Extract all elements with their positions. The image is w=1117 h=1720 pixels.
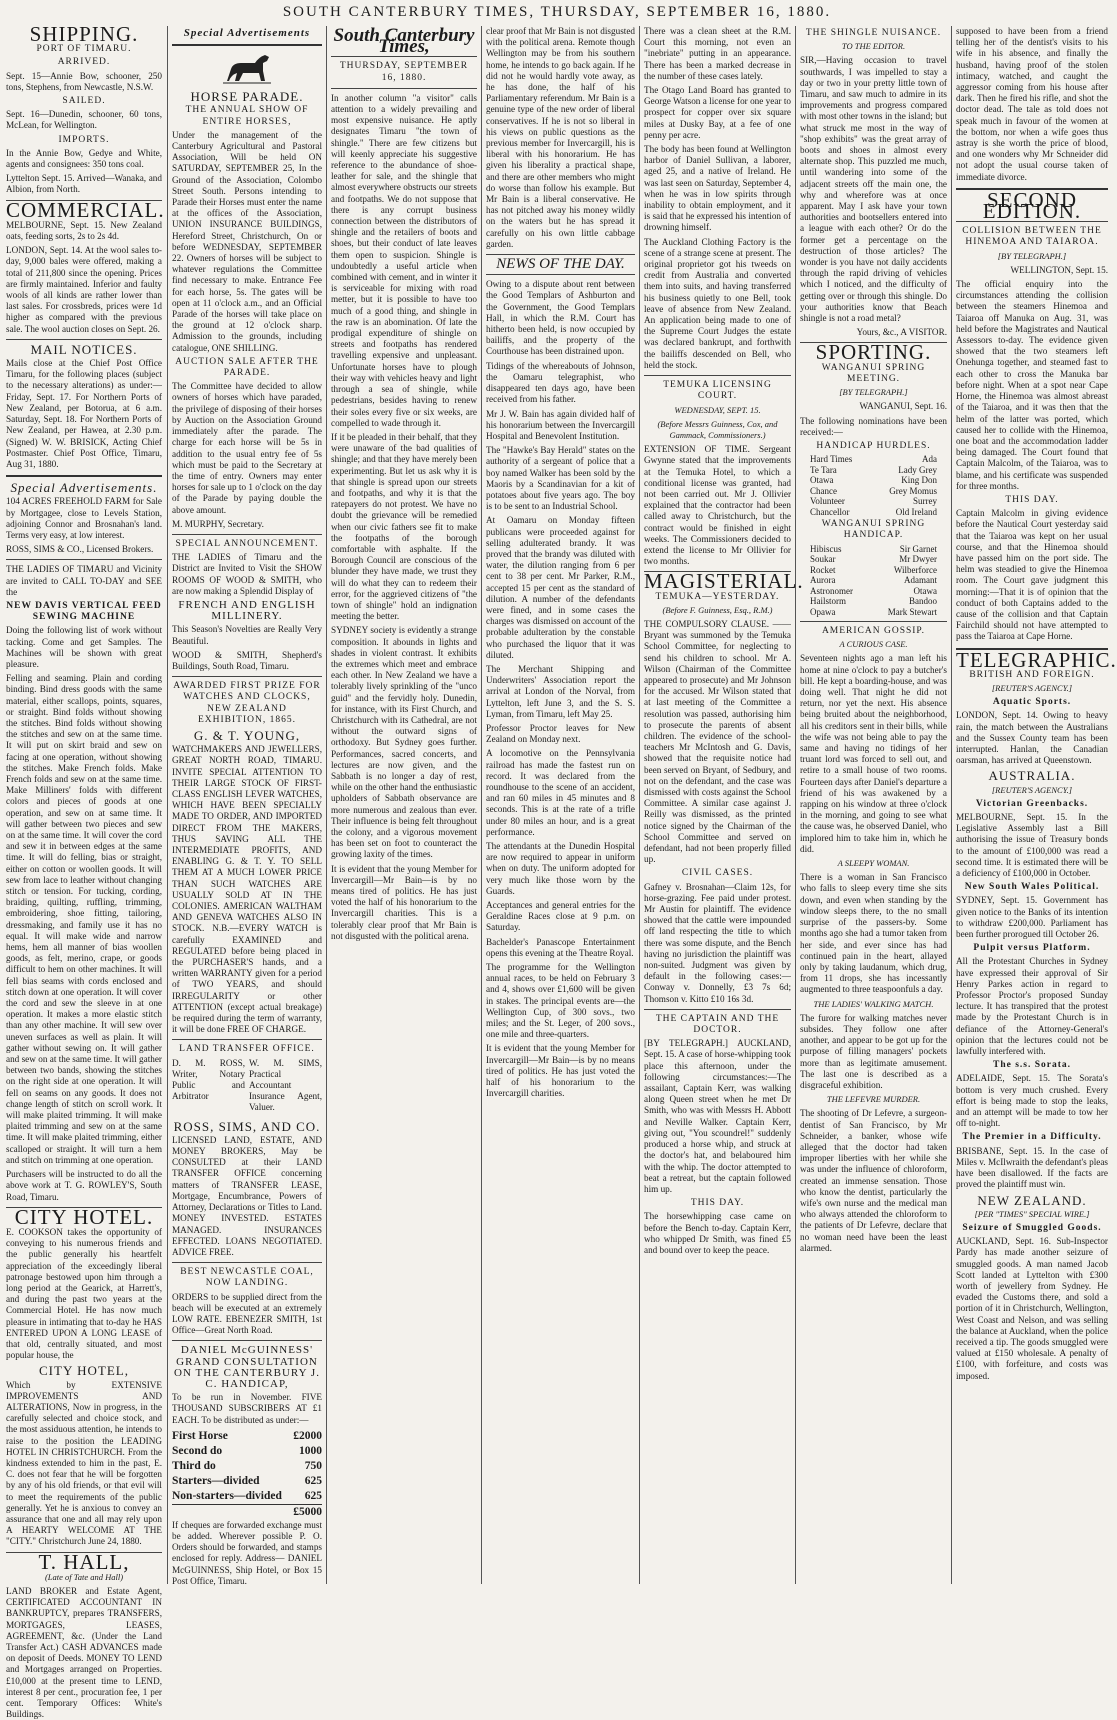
horse-name: Soukar [810,554,836,565]
horse-name: Lady Grey [898,464,937,475]
horse-name: King Don [901,475,937,486]
shingle-sign: Yours, &c., A VISITOR. [856,327,947,338]
hurdles-list [800,454,947,517]
divider [172,1262,322,1263]
prize-total-amount: £5000 [293,1505,322,1518]
arrived-label: ARRIVED. [57,57,111,68]
civil-cases-text: Gafney v. Brosnahan—Claim 12s, for horse-grazing. Fee paid under protest. Mr Austin for plaintiff. The evidence showed that the cattle were impounded off land respecting the title to which there was some dispute, and the Bench having no jurisdiction the plaintiff was non-suited. Judgment was given by default in the following cases:— Conway v. Donnelly, £3 7s 6d; Thomson v. Kitto £10 16s 3d. [644,881,791,1004]
magisterial-place: TEMUKA—YESTERDAY. [655,591,780,602]
shingle-to: TO THE EDITOR. [841,41,906,52]
coal-text: ORDERS to be supplied direct from the beach will be executed at an extremely LOW RATE. EBENEZER SMITH, 1st Office—Great North Road. [172,1291,322,1336]
curious-case-heading: A CURIOUS CASE. [839,639,908,650]
lyttelton-text: Lyttelton Sept. 15. Arrived—Wanaka, and Albion, from North. [6,173,162,195]
divider [172,1039,322,1040]
this-day-heading: THIS DAY. [690,1198,745,1209]
seizure-heading: Seizure of Smuggled Goods. [962,1222,1102,1233]
nomination-row [800,554,947,565]
lefevre-text: The shooting of Dr Lefevre, a surgeon-dentist of San Francisco, by Mr Schneider, a banker, whose wife alleged that the doctor had taken improper liberties with her while she was under the influence of chloroform, created an immense sensation. Those who know the dentist, particularly the wife's own nurse and the medical man who always attended the chloroform to the patients of Dr Lefevre, declare that no woman need have been the least alarmed. [800,1108,947,1253]
nomination-row [800,496,947,507]
column-3 [331,26,477,1584]
licensing-court-text: EXTENSION OF TIME. Sergeant Gwynne stated that the improvements at the Temuka Hotel, to which a conditional license was granted, had not been carried out. Mr J. Ollivier explained that the contractor had been called away to Christchurch, but the contract would be finished in eight weeks. The Commissioners decided to extend the license to Mr Ollivier for two months. [644,444,791,567]
horse-name: Surrey [913,496,937,507]
news-heading: NEWS OF THE DAY. [496,256,625,273]
divider [331,88,477,89]
column-5 [644,26,804,1584]
curious-case-text: Seventeen nights ago a man left his home at nine o'clock to pay a butcher's bill. He kept a boarding-house, and was doing well. That night he did not return, nor yet the next. His absence being bruited about the neighborhood, all his creditors sent in their bills, while the wife was not being able to pay the same and having no tidings of her truant lord was forced to sell out, and retire to a small house of two rooms. Fourteen days after Daniel's departure a friend of his was awakened by a rapping on his window at three o'clock in the morning, and going to see what the cause was, he observed Daniel, who implored him to take him in, which he did. [800,653,947,854]
sailed-label: SAILED. [62,96,106,107]
city-hotel-sub: CITY HOTEL, [39,1363,129,1379]
nomination-row [800,486,947,497]
prize-row [172,1429,322,1444]
new-zealand-heading: NEW ZEALAND. [977,1192,1087,1208]
city-hotel-heading: CITY HOTEL. [14,1204,154,1229]
reuters-agency: [REUTER'S AGENCY.] [991,682,1073,693]
this-day-heading: THIS DAY. [1005,494,1059,505]
newspaper-title: South Canterbury Times, [333,25,475,58]
announcement-text: This Season's Novelties are Really Very Beautiful. [172,624,322,646]
this-day-text: Captain Malcolm in giving evidence before the Nautical Court yesterday said that the Taiaroa was kept on her usual course, and that the Hinemoa should have passed him on the port side. The helm was steadied to give the Hinemoa room. The Court gave judgment this morning:—That it is of opinion that the conduct of both Captains added to the cause of the collision and that Captain Fairchild should not have attempted to pass the Taiaroa at Cape Horne. [956,508,1108,642]
acres-sign: ROSS, SIMS & CO., Licensed Brokers. [6,544,154,555]
prize-amount: 750 [304,1459,322,1472]
this-day-text: The horsewhipping case came on before the Bench to-day. Captain Kerr, who whipped Dr Smith, was fined £5 and bound over to keep the peace. [644,1211,791,1255]
news-paragraph: A locomotive on the Pennsylvania railroad has made the fastest run on record. It was declared from the roundhouse to the scene of an accident, and ran 60 miles in 45 minutes and 8 seconds. This is at the rate of a trifle under 80 miles an hour, and is a great performance. [486,748,635,837]
column-7 [956,26,1117,1584]
land-transfer-names [172,1058,322,1117]
shingle-letter: SIR,—Having occasion to travel southwards, I was impelled to stay a day or two in your pretty little town of Timaru, and saw much to admire in its improvements and progress compared with most other towns in the island; but what struck me most in the way of "shop exhibits" was the great array of boots and shoes in almost every alternate shop. This puzzled me much, until wandering into some of the adjacent streets off the main one, the why and wherefore was at once apparent. May I ask have your town authorities and bootsellers entered into a league with each other? Or do the former get a percentage on the destruction of those articles? The wonder is you have not daily accidents through the rapid driving of vehicles which I noticed, and the difficulty of getting over or through this shingle. Do your authorities know that Beach shingle is not a road metal? [800,55,947,324]
land-left: D. M. ROSS, Writer, Notary Public and Arbitrator [172,1057,245,1102]
column-rule [951,26,952,1584]
nomination-row [800,596,947,607]
mail-heading: MAIL NOTICES. [30,341,138,357]
horse-name: Opawa [810,606,836,617]
prize-list [172,1429,322,1504]
premier-heading: The Premier in a Difficulty. [962,1132,1102,1143]
city-hotel-text: Which by EXTENSIVE IMPROVEMENTS AND ALTERATIONS, Now in progress, in the carefully selected and choice stock, and the most assiduous attention, he intends to raise to the position the LEADING HOTEL IN CHRISTCHURCH. From the kindness extended to him in the past, E. C. does not fear that he will be forgotten by any of his old friends, or that evil will to meet the requirements of the public generally. Yet he is anxious to convey an assurance that one and all may rely upon A HEARTY WELCOME AT THE "CITY." Christchurch June 24, 1880. [6,1379,162,1547]
news-paragraph: The Auckland Clothing Factory is the scene of a strange scene at present. The original proprietor got his tweeds on credit from Australia and converted them into suits, and having transferred his business quietly to one Bell, took leave of absence from New Zealand. An application being made to one of the Supreme Court Judges the estate was declared bankrupt, and forthwith the bailiffs descended on Bell, who held the stock. [644,236,791,370]
news-paragraph: At Oamaru on Monday fifteen publicans were proceeded against for selling adulterated brandy. It was proved that the brandy was diluted with water, the dilution ranging from 6 per cent to 38 per cent. Mr Parker, R.M., accepted 15 per cent as the standard of dilution. A number of the defendants were fined, and in some cases the charges was dismissed on account of the probable adulteration by the constable who purchased the liquor that it was diluted. [486,515,635,660]
reuters-agency: [REUTER'S AGENCY.] [991,784,1073,795]
sporting-intro: The following nominations have been received:— [800,415,947,437]
divider [172,676,322,677]
british-foreign-heading: BRITISH AND FOREIGN. [969,669,1095,680]
prize-amount: £2000 [293,1429,322,1442]
horse-name: Volunteer [810,496,845,507]
licensing-court-date: WEDNESDAY, SEPT. 15. [674,404,761,415]
imports-label: IMPORTS. [58,134,110,145]
licensing-court-heading: TEMUKA LICENSING COURT. [663,380,772,402]
news-paragraph: Acceptances and general entries for the Geraldine Races close at 9 p.m. on Saturday. [486,900,635,933]
ladies-ad: THE LADIES OF TIMARU and Vicinity are invited to CALL TO-DAY and SEE the [6,564,162,597]
dmc-text: To be run in November. FIVE THOUSAND SUBSCRIBERS AT £1 EACH. To be distributed as under:— [172,1392,322,1425]
magisterial-bench: (Before F. Guinness, Esq., R.M.) [662,604,773,615]
column-4 [486,26,635,1584]
news-paragraph: It is evident that the young Member for Invercargill—Mr Bain—is by no means tired of politics. He has just voted the half of his honorarium to the Invercargill charities. [486,1043,635,1099]
horse-name: Chance [810,485,837,496]
special-wire: [PER "TIMES" SPECIAL WIRE.] [974,1208,1090,1219]
horse-name: Rocket [810,564,836,575]
hall-text: LAND BROKER and Estate Agent, CERTIFICATED ACCOUNTANT IN BANKRUPTCY, prepares TRANSFERS, MORTGAGES, LEASES, AGREEMENT, &c. (Under the Land Transfer Act.) CASH ADVANCES made on deposit of Deeds. MONEY TO LEND and Mortgages arranged on Properties. £10,000 at the present time to LEND, interest 8 per cent., procuration fee, 1 per cent. Temporary Offices: White's Buildings. [6,1586,162,1720]
aquatic-text: LONDON, Sept. 14. Owing to heavy rain, the match between the Australians and the Sussex County team has been interrupted. Hanlan, the Canadian oarsman, has arrived at Queenstown. [956,710,1108,766]
news-paragraph: Tidings of the whereabouts of Johnson, the Oamaru telegraphist, who disappeared ten days ago, have been received from his father. [486,360,635,405]
horse-name: Adamant [904,575,937,586]
prize-amount: 625 [304,1474,322,1487]
spring-heading: WANGANUI SPRING HANDICAP. [821,519,926,541]
dmc-foot: If cheques are forwarded exchange must be added. Wherever possible P. O. Orders should be forwarded, and stamps enclosed for reply. Address— DANIEL McGUINNESS, Ship Hotel, or Box 15 Post Office, Timaru. [172,1519,322,1586]
horse-name: Hailstorm [810,596,846,607]
commercial-text: LONDON, Sept. 14. At the wool sales to-day, 9,000 bales were offered, making a total of 211,800 since the opening. Prices are firmly maintained. Inferior and faulty wools of all kinds are rather lower than last sales. For crossbreds, prices were 1d higher as compared with the previous sale. The wool auction closes on Sept. 26. [6,245,162,334]
editorial-paragraph: In another column "a visitor" calls attention to a widely prevailing and most expensive nuisance. He aptly designates Timaru "the town of shingle." There are few citizens but will keenly appreciate his suggestive reference to the abundance of shoe-leather for sale, and the shingle that almost everywhere obstructs our streets and footpaths. We do not suppose that there is any corrupt business connection between the distributors of shingle and the retailers of boots and shoes, but their conduct of late leaves them open to suspicion. Shingle is undoubtedly a useful article when combined with cement, and in winter it is serviceable for mixing with road metter, but it is possible to have too much of a good thing, and shingle in the raw is an abomination. Of late the prodigal expenditure of shingle on streets and footpaths has rendered travelling expensive and unpleasant. Unfortunate horses have to plough their way with vehicles heavy and light through a sea of shingle, while pedestrians, besides having to renew their soles every five or six weeks, are compelled to wade through it. [331,92,477,428]
news-paragraph: clear proof that Mr Bain is not disgusted with the political arena. Remote though Wellington may be from his southern home, he intends to go back again. If he did not he would hardly vote away, as he has done, the half of his Parliamentary referendum. Mr Bain is a genuine type of the new order of liberal conservatives. If he is not so liberal in his views on public questions as the previous member for Invercargill, his is liberal with his honorarium. He has given his liberality a practical shape, and there are other members who might do worse than follow his example. But Mr Bain is a liberal conservative. He has not pitched away his money wildly on the waters but he has spread it carefully on his own little cabbage garden. [486,26,635,249]
machine-intro: Doing the following list of work without tacking. Come and get Samples. The Machines will be shown with great pleasure. [6,625,162,669]
special-ads-heading: Special Advertisements. [10,480,158,496]
walking-heading: THE LADIES' WALKING MATCH. [813,998,934,1009]
prize-label: Second do [172,1444,223,1457]
prize-row [172,1489,322,1504]
divider [172,1340,322,1341]
land-transfer-heading: LAND TRANSFER OFFICE. [179,1044,315,1055]
nomination-row [800,454,947,465]
horse-name: Mark Stewart [887,606,937,617]
horse-name: Hibiscus [810,543,842,554]
prize-label: Non-starters—divided [172,1489,282,1502]
news-paragraph: The attendants at the Dunedin Hospital are now required to appear in uniform when on duty. The uniform adopted for very much like those worn by the Guards. [486,841,635,896]
news-paragraph: Owing to a dispute about rent between the Good Templars of Ashburton and the Government, the Good Templars Hall, in which the R.M. Court has hitherto been held, is now occupied by bailiffs, and the property of the Courthouse has been distrained upon. [486,279,635,357]
hurdles-heading: HANDICAP HURDLES. [816,440,931,451]
divider [644,1009,791,1010]
hall-sub: (Late of Tate and Hall) [44,1571,124,1582]
nsw-text: SYDNEY, Sept. 15. Government has given notice to the Banks of its intention to withdraw £200,000. Parliament has been further prorogued till October 26. [956,895,1108,940]
prize-label: Third do [172,1459,216,1472]
sleepy-text: There is a woman in San Francisco who falls to sleep every time she sits down, and even when standing by the window sleeps there, to the no small surprise of the passers-by. Some months ago she had a tumor taken from her side, and ever since has had continued pain in the heart, allayed only by taking laudanum, which drug, from 11 drops, she has incessantly augmented to three teaspoonfuls a day. [800,872,947,995]
editorial-paragraph: If it be pleaded in their behalf, that they were unaware of the bad qualities of shingle; and that they have merely been experimenting. But let us ask why it is that shingle is spread upon our streets and footpaths, and why it is that the ratepayers do not protest. We have no doubt the grievance will be remedied when our civic fathers see fit to make the footpaths of the borough comfortable with asphalte. If the Borough Council are conscious of the blunder they have made, we trust they will do what they can to redeem their error, for the aggrieved citizens of "the town of shingle" hold an indignation meeting the better. [331,431,477,622]
horse-name: Otawa [810,475,834,486]
commercial-text: MELBOURNE, Sept. 15. New Zealand oats, feeding sorts, 2s to 2s 4d. [6,219,162,242]
prize-label: Starters—divided [172,1474,260,1487]
divider [486,254,635,255]
shipping-heading: SHIPPING. [29,22,139,46]
horse-name: Astronomer [810,585,853,596]
horse-name: Wilberforce [893,564,937,575]
pulpit-heading: Pulpit versus Platform. [973,943,1091,954]
sporting-telegraph: [BY TELEGRAPH.] [839,387,908,398]
nomination-row [800,565,947,576]
horse-name: Mr Dwyer [899,554,937,565]
aquatic-heading: Aquatic Sports. [992,697,1072,708]
young-award: AWARDED FIRST PRIZE FOR WATCHES AND CLOCKS, NEW ZEALAND EXHIBITION, 1865. [173,681,321,725]
captain-text: [BY TELEGRAPH.] AUCKLAND, Sept. 15. A case of horse-whipping took place this afternoon, under the following circumstances:—The assailant, Captain Kerr, was walking along Queen street when he met Dr Smith, who was with Messrs H. Abbott and Neville Walker. Captain Kerr, giving out, "You scoundrel!" suddenly produced a horse whip, and struck at the doctor's hat, and belaboured him with the whip. The doctor attempted to beat a retreat, but the captain followed him up. [644,1038,791,1194]
seizure-text: AUCKLAND, Sept. 16. Sub-Inspector Pardy has made another seizure of smuggled goods. A man named Jacob Scott landed at Lyttelton with £300 worth of jewellery from Sydney. He evaded the Customs there, and sold a portion of it in Christchurch, Wellington, West Coast and Nelson, and was selling the balance at Auckland, when the police received a tip. The goods smuggled were valued at £150 wholesale. A penalty of £100, with forfeiture, and costs was imposed. [956,1236,1108,1381]
divider [644,375,791,376]
divider [172,44,322,46]
horse-icon [219,51,275,87]
machine-foot: Purchasers will be instructed to do all the above work at T. G. ROWLEY'S, South Road, Timaru. [6,1169,162,1202]
column-rule [639,26,640,1584]
horse-name: Bandoo [909,596,937,607]
news-paragraph: The "Hawke's Bay Herald" states on the authority of a sergeant of police that a boy named Walker has been sold by the Maoris by a Scandinavian for a kit of potatoes about five years ago. The boy is to be sent to an Industrial School. [486,445,635,512]
commercial-heading: COMMERCIAL. [6,197,165,222]
nomination-row [800,465,947,476]
collision-telegraph: [BY TELEGRAPH.] [997,250,1067,261]
editorial-paragraph: It is evident that the young Member for Invercargill—Mr Bain—is by no means tired of politics. He has just voted the half of his honorarium to the Invercargill charities. This is a tolerably clear proof that Mr Bain is not disgusted with the political arena. [331,863,477,941]
column-rule [326,26,327,1584]
machine-list: Felling and seaming. Plain and cording binding. Bind dress goods with the same material, either scallops, points, squares, or straight. Bind folds without showing the stitches. Bind folds without showing the stitches and sew on at the same time. It will put on skirt braid and sew on facing at one operation, without showing the stitches. Make French folds. Make French folds and sew on at the same time. Make Milliners' folds with different colors and pieces of goods at one operation, and sew on at same time. It will gather between two pieces and sew on at the same time. It will cover the cord and sew it in between edges at the same time. It will do felling, bias or straight, either on cotton or woollen goods. It will sew from lace to leather without changing stitch or tension. For tucking, cording, braiding, quilting, ruffling, trimming, embroidering, shoe fitting, tailoring, dressmaking, and family use it has no equal. It will make wide and narrow hems, hem all manner of bias woollen goods, as felt, merino, crape, or goods difficult to hem on other machines. It will fell bias seams with cords enclosed and stitch down at one operation. It will cover the cord and sew the sleeve in at one operation. It makes a more elastic stitch than any other machine. It will sew over uneven surfaces as well as plain. It will gather without sewing on. It will gather and sew on at the same time. It will gather between two bands, showing the stitches on the right side at one operation. It will fell on seams on any goods. It does not change length of stitch on scroll work. It will make plaited trimming. It will make plaited trimming and sew on at the same time. It will make plaited trimming, either scalloped or straight. It will turn a hem and stitch on trimming at one operation. [6,673,162,1165]
horse-parade-heading: HORSE PARADE. [190,89,304,105]
machine-heading: NEW DAVIS VERTICAL FEED SEWING MACHINE [6,600,162,623]
news-paragraph: The Merchant Shipping and Underwriters' Association report the arrival at London of the Norval, from Lyttelton, left June 3, and the S. S. Lyman, from Timaru, left May 25. [486,663,635,719]
prize-label: First Horse [172,1429,228,1442]
divider [6,339,162,340]
horse-name: Old Ireland [895,506,937,517]
magisterial-heading: MAGISTERIAL. [644,569,804,594]
sporting-date: WANGANUI, Sept. 16. [859,401,947,412]
nomination-row [800,575,947,586]
civil-cases-heading: CIVIL CASES. [681,868,754,879]
nomination-row [800,507,947,518]
special-ads-heading: Special Advertisements [183,27,311,39]
nomination-row [800,586,947,597]
divider [486,274,635,275]
horse-name: Aurora [810,575,836,586]
second-edition-heading: SECOND EDITION. [982,187,1082,224]
nomination-row [800,607,947,618]
sorata-text: ADELAIDE, Sept. 15. The Sorata's bottom is very much crushed. Every effort is being made to stop the leaks, and an attempt will be made to tow her off to-night. [956,1073,1108,1129]
american-gossip-heading: AMERICAN GOSSIP. [821,626,926,637]
auction-sign: M. MURPHY, Secretary. [172,518,264,529]
land-right: W. M. SIMS, Practical Accountant Insurance Agent, Valuer. [249,1057,322,1113]
premier-text: BRISBANE, Sept. 15. In the case of Miles v. McIlwraith the defendant's pleas have been disallowed. If the facts are proved the plaintiff must win. [956,1145,1108,1190]
ross-text: LICENSED LAND, ESTATE, AND MONEY BROKERS, May be CONSULTED at their LAND TRANSFER OFFICE concerning matters of TRANSFER LEASE, Mortgage, Encumbrance, Powers of Attorney, Declarations or Titles to Land. MONEY INVESTED. ESTATES MANAGED. INSURANCES EFFECTED. LOANS NEGOTIATED. ADVICE FREE. [172,1134,322,1257]
sporting-heading: SPORTING. [815,340,932,365]
sleepy-heading: A SLEEPY WOMAN. [837,858,910,869]
auction-heading: AUCTION SALE AFTER THE PARADE. [175,356,319,379]
column-rule [167,26,168,1584]
nomination-row [800,475,947,486]
victorian-heading: Victorian Greenbacks. [975,798,1089,809]
ross-heading: ROSS, SIMS, AND CO. [173,1118,321,1134]
masthead: SOUTH CANTERBURY TIMES, THURSDAY, SEPTEMBER 16, 1880. [282,4,832,20]
column-2 [172,26,322,1584]
mail-text: Mails close at the Chief Post Office Timaru, for the following places (subject to the necessary alterations) as under:— Friday, Sept. 17. For Northern Ports of New Zealand, per Botorua, at 6 a.m. Saturday, Sept. 18. For Northern Ports of New Zealand, per Hawea, at 2.30 p.m. (Signed) W. W. BRISICK, Acting Chief Postmaster. Chief Post Office, Timaru, Aug 31, 1880. [6,358,162,469]
young-text: WATCHMAKERS AND JEWELLERS, GREAT NORTH ROAD, TIMARU. INVITE SPECIAL ATTENTION TO THEIR LARGE STOCK OF FIRST-CLASS ENGLISH LEVER WATCHES, WHICH HAVE BEEN SPECIALLY MADE TO ORDER, AND IMPORTED DIRECT FROM THE MAKERS, THUS SAVING ALL THE INTERMEDIATE PROFITS, AND ENABLING G. & T. Y. TO SELL THEM AT A MUCH LOWER PRICE THAN SUCH WATCHES ARE USUALLY SOLD AT IN THE COLONIES. AMERICAN WALTHAM AND GENEVA WATCHES ALSO IN STOCK. N.B.—EVERY WATCH is carefully EXAMINED and REGULATED before being placed in the PURCHASER'S hands, and a written WARRANTY given for a period of TWO YEARS, and should IRREGULARITY or other ATTENTION (except actual breakage) be required during the term of warranty, it will be done FREE OF CHARGE. [172,744,322,1035]
column-rule [481,26,482,1584]
magisterial-text: THE COMPULSORY CLAUSE. —— Bryant was summoned by the Temuka School Committee, for neglecting to send his children to school. Mr A. Wilson (Chairman of the Committee appeared to prosecute) and Mr Johnson for the accused. Mr Wilson stated that at last meeting of the Committee a resolution was passed, authorising him to prosecute the parents of absent children. The evidence of the school-teachers Mr McIntosh and G. Davis, showed that the requisite notice had been served on Bryant, of Sedbury, and not on the defendant, and the case was dismissed with costs against the School Committee. A similar case against J. Reilly was dismissed, as the printed notice signed by the Chairman of the School Committee and served on defendant, had not been properly filled up. [644,618,791,865]
editorial-date: THURSDAY, SEPTEMBER 16, 1880. [339,61,469,83]
prize-row [172,1474,322,1489]
announcement-heading: SPECIAL ANNOUNCEMENT. [175,538,319,549]
coal-heading: BEST NEWCASTLE COAL, NOW LANDING. [180,1267,314,1289]
horse-name: Grey Momus [889,485,937,496]
horse-name: Otawa [913,585,937,596]
announcement-text: THE LADIES of Timaru and the District are Invited to Visit the SHOW ROOMS OF WOOD & SMITH, who are now making a Splendid Display of [172,552,322,596]
millinery-heading: FRENCH AND ENGLISH MILLINERY. [178,598,316,623]
collision-text: The official enquiry into the circumstances attending the collision between the steamers Hinemoa and Taiaroa off Manuka on Aug. 31, was held before the Magistrates and Nautical Assessors to-day. The evidence given showed that the two steamers left Onehunga together, and steamed fast to each other to cross the Manuka bar before night. When at a spot near Cape Horne, the Hinemoa was almost abreast of the Taiaroa, and it was then that the helm of the latter was ported, which caused her to collide with the Hinemoa, one boat and the accommodation ladder being damaged. The Court found that Captain Malcolm, of the Taiaroa, was to blame, and his certificate was suspended for three months. [956,279,1108,491]
auction-text: The Committee have decided to allow owners of horses which have paraded, the privilege of disposing of their horses by Auction on the Association Ground immediately after the parade. The charge for each horse will be 5s in addition to the usual entry fee of 5s which must be paid to the Secretary at the time of entry. Owners may enter horses for sale up to 1 o'clock on the day of the Parade by paying double the above amount. [172,381,322,515]
news-paragraph: The programme for the Wellington annual races, to be held on February 3 and 4, shows over £1,600 will be given in stakes. The principal events are—the Wellington Cup, of 300 sovs., two miles; and the St. Leger, of 200 sovs., one mile and three-quarters. [486,962,635,1040]
prize-total [172,1504,322,1520]
sorata-heading: The s.s. Sorata. [992,1060,1072,1071]
pulpit-text: All the Protestant Churches in Sydney have expressed their approval of Sir Henry Parkes action in regard to Professor Proctor's proposed Sunday lecture. It has transpired that the protest made by the Protestant Church is in defiance of the Attorney-General's opinion that the lectures could not be lawfully interfered with. [956,956,1108,1057]
editorial-paragraph: SYDNEY society is evidently a strange composition. It abounds in lights and shades in violent contrast. It exhibits the extremes which meet and embrace each other. In New Zealand we have a tolerably lively sprinkling of the "unco guid" and the fervidly holy. Dunedin, for instance, with its First Church, and Christchurch with its Cathedral, are not without the outward signs of orthodoxy. But Sydney goes further. Performances, sacred concerts, and lectures are now given, and the Sabbath is no longer a day of rest, while on the other hand the enthusiastic upholders of Sabbath observance are more numerous and zealous than ever. Their influence is being felt throughout the colony, and a vigorous movement has been set on foot to counteract the growing laxity of the times. [331,625,477,860]
port-heading: PORT OF TIMARU. [36,44,132,55]
australia-heading: AUSTRALIA. [988,768,1076,784]
walking-text: The furore for walking matches never subsides. They follow one after another, and appear to be got up for the purpose of filling managers' pockets more than as legitimate amusement. The last one is described as a disgraceful exhibition. [800,1012,947,1090]
sporting-sub: WANGANUI SPRING MEETING. [821,362,926,384]
news-paragraph: There was a clean sheet at the R.M. Court this morning, not even an "inebriate" putting in an appearance. There has been a marked decrease in the number of these cases lately. [644,26,791,81]
column-6 [800,26,947,1584]
horse-show-heading: THE ANNUAL SHOW OF ENTIRE HORSES, [185,105,309,127]
victorian-text: MELBOURNE, Sept. 15. In the Legislative Assembly last a Bill authorising the issue of Treasury bonds to the amount of £100,000 was read a second time. It is estimated there will be a deficiency of £100,000 in October. [956,812,1108,879]
telegraphic-heading: TELEGRAPHIC. [956,647,1117,672]
acres-ad: 104 ACRES FREEHOLD FARM for Sale by Mortgagee, close to Levels Station, adjoining Connor and Brosnahan's land. Terms very easy, at low interest. [6,496,162,540]
news-paragraph: Bachelder's Panascope Entertainment opens this evening at the Theatre Royal. [486,936,635,958]
collision-date: WELLINGTON, Sept. 15. [1010,264,1108,275]
prize-amount: 1000 [299,1444,322,1457]
dmc-heading: DANIEL McGUINNESS' GRAND CONSULTATION ON THE CANTERBURY J. C. HANDICAP, [174,1344,320,1390]
young-heading: G. & T. YOUNG, [193,727,301,743]
city-hotel-text: E. COOKSON takes the opportunity of conveying to his numerous friends and the public generally his heartfelt appreciation of the exceedingly liberal patronage bestowed upon him through a long period at the Gearick, at Harrett's, and during the past two years at the Commercial Hotel. He has now much pleasure in intimating that to-day he HAS ENTERED UPON A LONG LEASE of that old, centrally situated, and most popular house, the [6,1226,162,1361]
divider [172,534,322,535]
lefevre-heading: THE LEFEVRE MURDER. [826,1094,921,1105]
shingle-heading: THE SHINGLE NUISANCE. [805,28,942,38]
nomination-row [800,544,947,555]
imports-text: In the Annie Bow, Gedye and White, agents and consignees: 350 tons coal. [6,147,162,170]
horse-name: Chancellor [810,506,850,517]
hall-heading: T. HALL, [38,1549,130,1574]
column-rule [795,26,796,1584]
divider [800,621,947,622]
horse-name: Hard Times [810,454,853,465]
news-paragraph: Mr J. W. Bain has again divided half of his honorarium between the Invercargill Hospital and Benevolent Institution. [486,408,635,441]
news-paragraph: Professor Proctor leaves for New Zealand on Monday next. [486,722,635,745]
horse-parade-text: Under the management of the Canterbury Agricultural and Pastoral Association, Will be held ON SATURDAY, SEPTEMBER 25, In the Ground of the Association, Colombo Street South. Persons intending to Parade their Horses must enter the name at the offices of the Association, UNION INSURANCE BUILDINGS, Hereford Street, Christchurch, On or before WEDNESDAY, SEPTEMBER 22. Owners of horses will be subject to whatever regulations the Committee find necessary to make. Entrance Fee for each horse, 5s. The gates will be open at 11 o'clock a.m., and an Official Parade of the horses will take place on the ground at 12 o'clock sharp. Admission to the grounds, including catalogue, ONE SHILLING. [172,129,322,353]
horse-name: Te Tara [810,464,837,475]
prize-row [172,1459,322,1474]
divider [6,475,162,477]
nsw-heading: New South Wales Political. [964,882,1100,893]
news-paragraph: The Otago Land Board has granted to George Watson a license for one year to prospect for copper over six square miles at Dusky Bay, at a fee of one penny per acre. [644,85,791,140]
column-1 [6,22,165,1720]
horse-name: Sir Garnet [899,543,937,554]
horse-name: Ada [922,454,937,465]
licensing-court-bench: (Before Messrs Guinness, Cox, and Gammack, Commissioners.) [657,418,778,440]
announcement-sign: WOOD & SMITH, Shepherd's Buildings, South Road, Timaru. [172,649,322,671]
news-paragraph: The body has been found at Wellington harbor of Daniel Sullivan, a laborer, aged 25, and a native of Ireland. He was last seen on Saturday, September 4, when he was in low spirits through inability to obtain employment, and it is said that he expressed his intention of drowning himself. [644,144,791,233]
prize-amount: 625 [304,1489,322,1502]
collision-heading: COLLISION BETWEEN THE HINEMOA AND TAIAROA. [962,226,1102,248]
sailed-text: Sept. 16—Dunedin, schooner, 60 tons, McLean, for Wellington. [6,109,162,131]
captain-heading: THE CAPTAIN AND THE DOCTOR. [655,1013,780,1036]
news-paragraph: supposed to have been from a friend telling her of the dentist's visits to his wife in his absence, and finally the husband, having proof of the stolen intimacy, watched, and caught the aggressor coming from his house after dark. Then he fired his rifle, and shot the doctor dead. The tale as told does not speak much in favour of the women at the bottom, nor when a wife goes thus astray is she worth the price of blood, and one wonders why Mr Schneider did not adopt the usual course taken of immediate divorce. [956,26,1108,182]
divider [6,559,162,560]
spring-list [800,544,947,618]
prize-row [172,1444,322,1459]
arrived-text: Sept. 15—Annie Bow, schooner, 250 tons, Stephens, from Newcastle, N.S.W. [6,70,162,92]
